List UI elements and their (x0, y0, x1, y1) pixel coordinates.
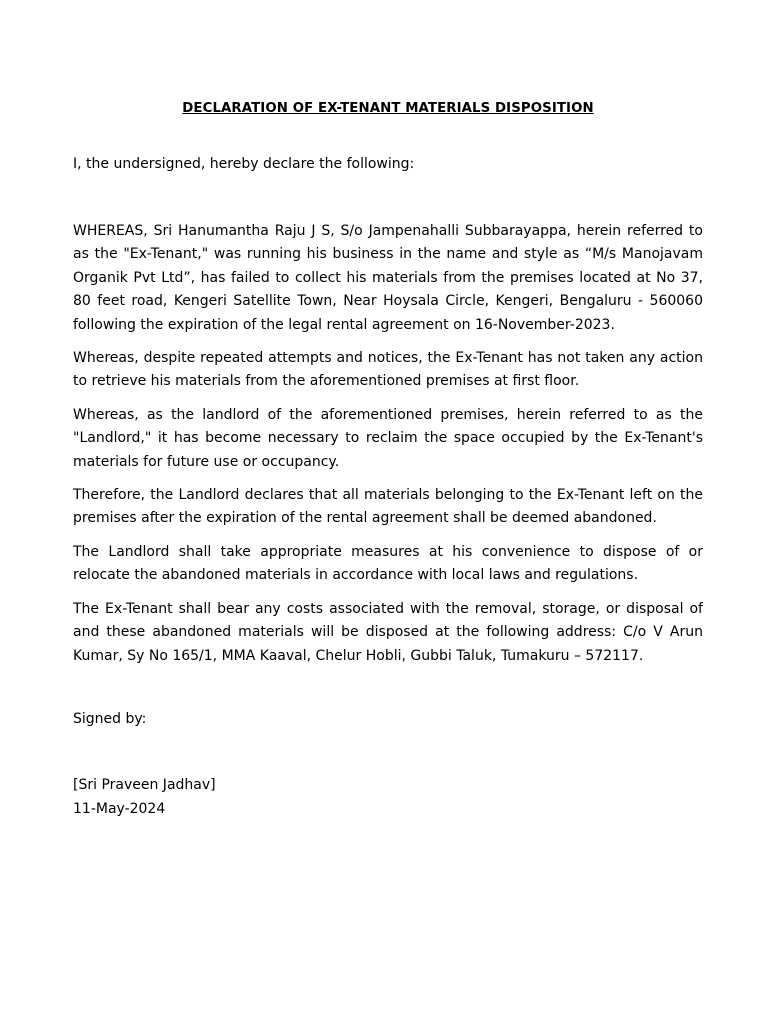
paragraph-deemed-abandoned: Therefore, the Landlord declares that all materials belonging to the Ex-Tenant left on the premises after the expiration of the rental agreement shall be deemed abandoned. (73, 487, 703, 527)
document-title: DECLARATION OF EX-TENANT MATERIALS DISPOSITION (182, 101, 594, 116)
signer-name: [Sri Praveen Jadhav] (73, 777, 216, 793)
paragraph-repeated-attempts: Whereas, despite repeated attempts and notices, the Ex-Tenant has not taken any action to retrieve his materials from the aforementioned premises at first floor. (73, 350, 703, 390)
paragraph-whereas-ex-tenant: WHEREAS, Sri Hanumantha Raju J S, S/o Jampenahalli Subbarayappa, herein referred to as the "Ex-Tenant," was running his business in the name and style as “M/s Manojavam Organik Pvt Ltd”, has failed to collect his materials from the premises located at No 37, 80 feet road, Kengeri Satellite Town, Near Hoysala Circle, Kengeri, Bengaluru - 560060 following the expiration of the legal rental agreement on 16-November-2023. (73, 223, 703, 333)
intro-statement: I, the undersigned, hereby declare the following: (73, 156, 415, 172)
paragraph-costs-and-address: The Ex-Tenant shall bear any costs associated with the removal, storage, or disposal of and these abandoned materials will be disposed at the following address: C/o V Arun Kumar, Sy No 165/1, MMA Kaaval, Chelur Hobli, Gubbi Taluk, Tumakuru – 572117. (73, 600, 703, 664)
signature-date: 11-May-2024 (73, 801, 166, 817)
paragraph-disposal-measures: The Landlord shall take appropriate measures at his convenience to dispose of or relocate the abandoned materials in accordance with local laws and regulations. (73, 543, 703, 584)
declaration-body (73, 220, 703, 678)
signed-by-label: Signed by: (73, 711, 147, 727)
paragraph-landlord-reclaim: Whereas, as the landlord of the aforementioned premises, herein referred to as the "Landlord," it has become necessary to reclaim the space occupied by the Ex-Tenant's materials for future use or occupancy. (73, 406, 703, 470)
